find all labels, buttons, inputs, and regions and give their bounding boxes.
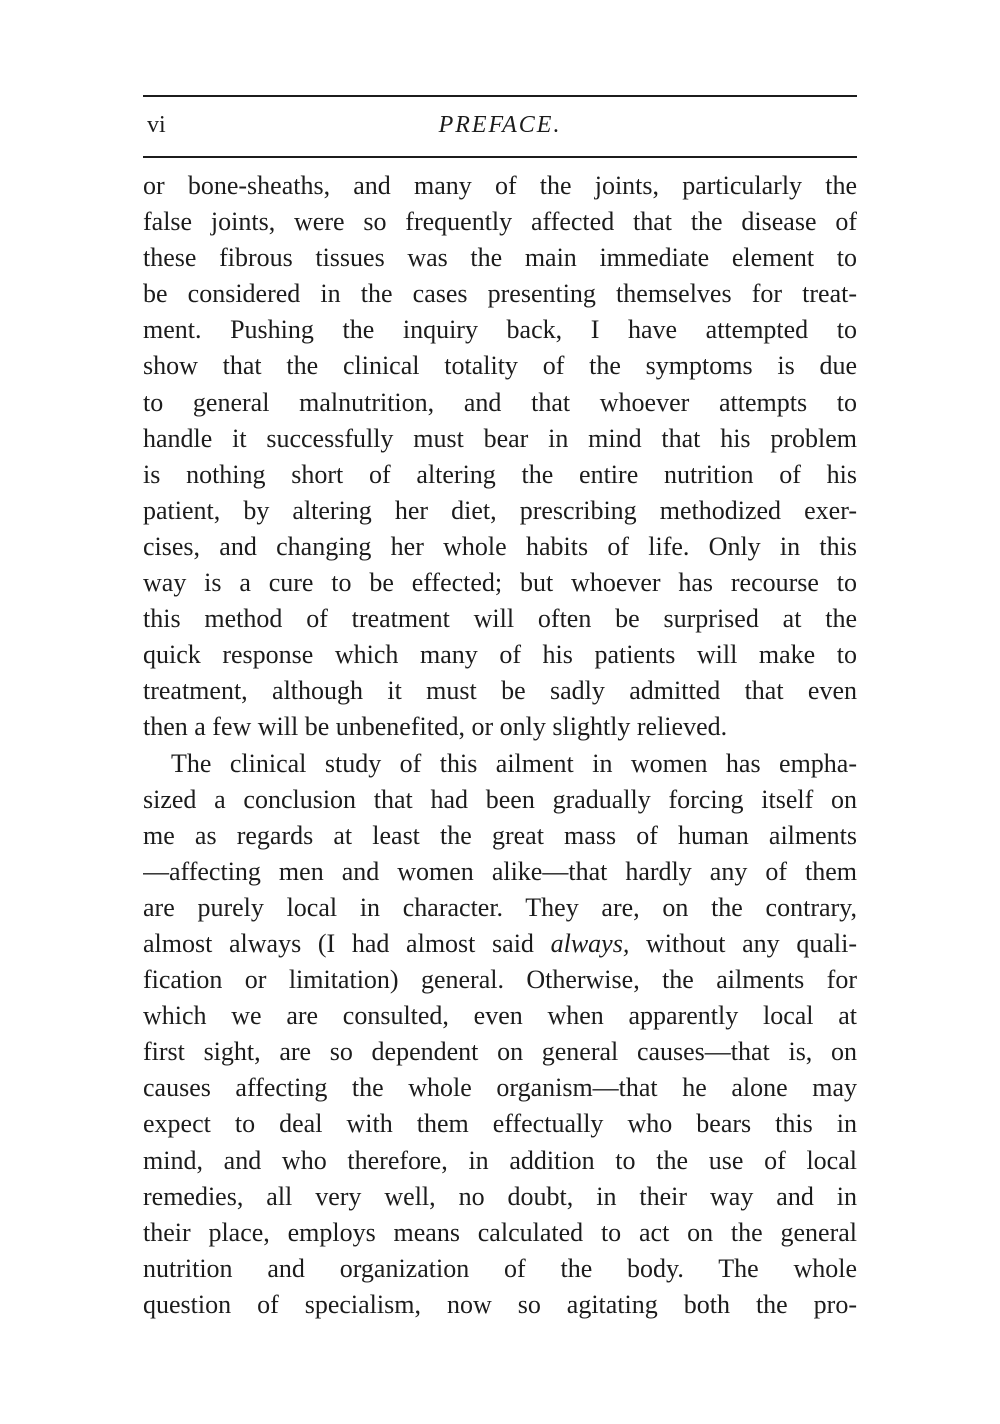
body-text [143,168,857,1323]
text-line: or bone-sheaths, and many of the joints, particularly the [143,171,857,200]
text-line: these fibrous tissues was the main immediate element to [143,243,857,273]
text-line: quick response which many of his patients will make to [143,640,857,670]
text-line: me as regards at least the great mass of human ailments [143,820,857,850]
text-fragment: almost always (I had almost said [143,928,551,958]
text-line: —affecting men and women alike—that hardly any of them [143,856,857,886]
text-line: show that the clinical totality of the symptoms is due [143,351,857,381]
header-rule-bottom [143,156,857,158]
header-rule-top [143,95,857,97]
text-line: mind, and who therefore, in addition to the use of local [143,1145,857,1175]
text-line: The clinical study of this ailment in women has empha- [171,748,857,778]
text-line: which we are consulted, even when apparently local at [143,1001,857,1031]
text-line: way is a cure to be effected; but whoever has recourse to [143,568,857,598]
text-line: is nothing short of altering the entire nutrition of his [143,459,857,489]
text-line-with-italic [143,926,857,962]
text-line: this method of treatment will often be surprised at the [143,604,857,634]
paragraph-1 [143,168,857,746]
text-line: cises, and changing her whole habits of life. Only in this [143,531,857,561]
text-line: their place, employs means calculated to act on the general [143,1217,857,1247]
page-number: vi [147,112,166,138]
text-line: to general malnutrition, and that whoever attempts to [143,387,857,417]
text-line: fication or limitation) general. Otherwise, the ailments for [143,965,857,995]
text-fragment: without any quali- [629,928,857,958]
text-line: are purely local in character. They are, on the contrary, [143,892,857,922]
text-line: then a few will be unbenefited, or only slightly relieved. [143,712,728,742]
text-line: patient, by altering her diet, prescribing methodized exer- [143,495,857,525]
text-line: question of specialism, now so agitating both the pro- [143,1289,857,1319]
text-line: false joints, were so frequently affected that the disease of [143,207,857,237]
text-line: ment. Pushing the inquiry back, I have attempted to [143,315,857,345]
text-line: first sight, are so dependent on general causes—that is, on [143,1037,857,1067]
text-line: causes affecting the whole organism—that he alone may [143,1073,857,1103]
text-line: remedies, all very well, no doubt, in their way and in [143,1181,857,1211]
text-line: be considered in the cases presenting themselves for treat- [143,279,857,309]
text-line: treatment, although it must be sadly admitted that even [143,676,857,706]
text-line: sized a conclusion that had been gradually forcing itself on [143,784,857,814]
italic-word: always, [550,928,630,958]
running-title: PREFACE. [438,112,562,138]
page-header [143,108,857,148]
text-line: handle it successfully must bear in mind that his problem [143,423,857,453]
paragraph-2 [143,746,857,1324]
text-line: expect to deal with them effectually who bears this in [143,1109,857,1139]
text-line: nutrition and organization of the body. The whole [143,1253,857,1283]
